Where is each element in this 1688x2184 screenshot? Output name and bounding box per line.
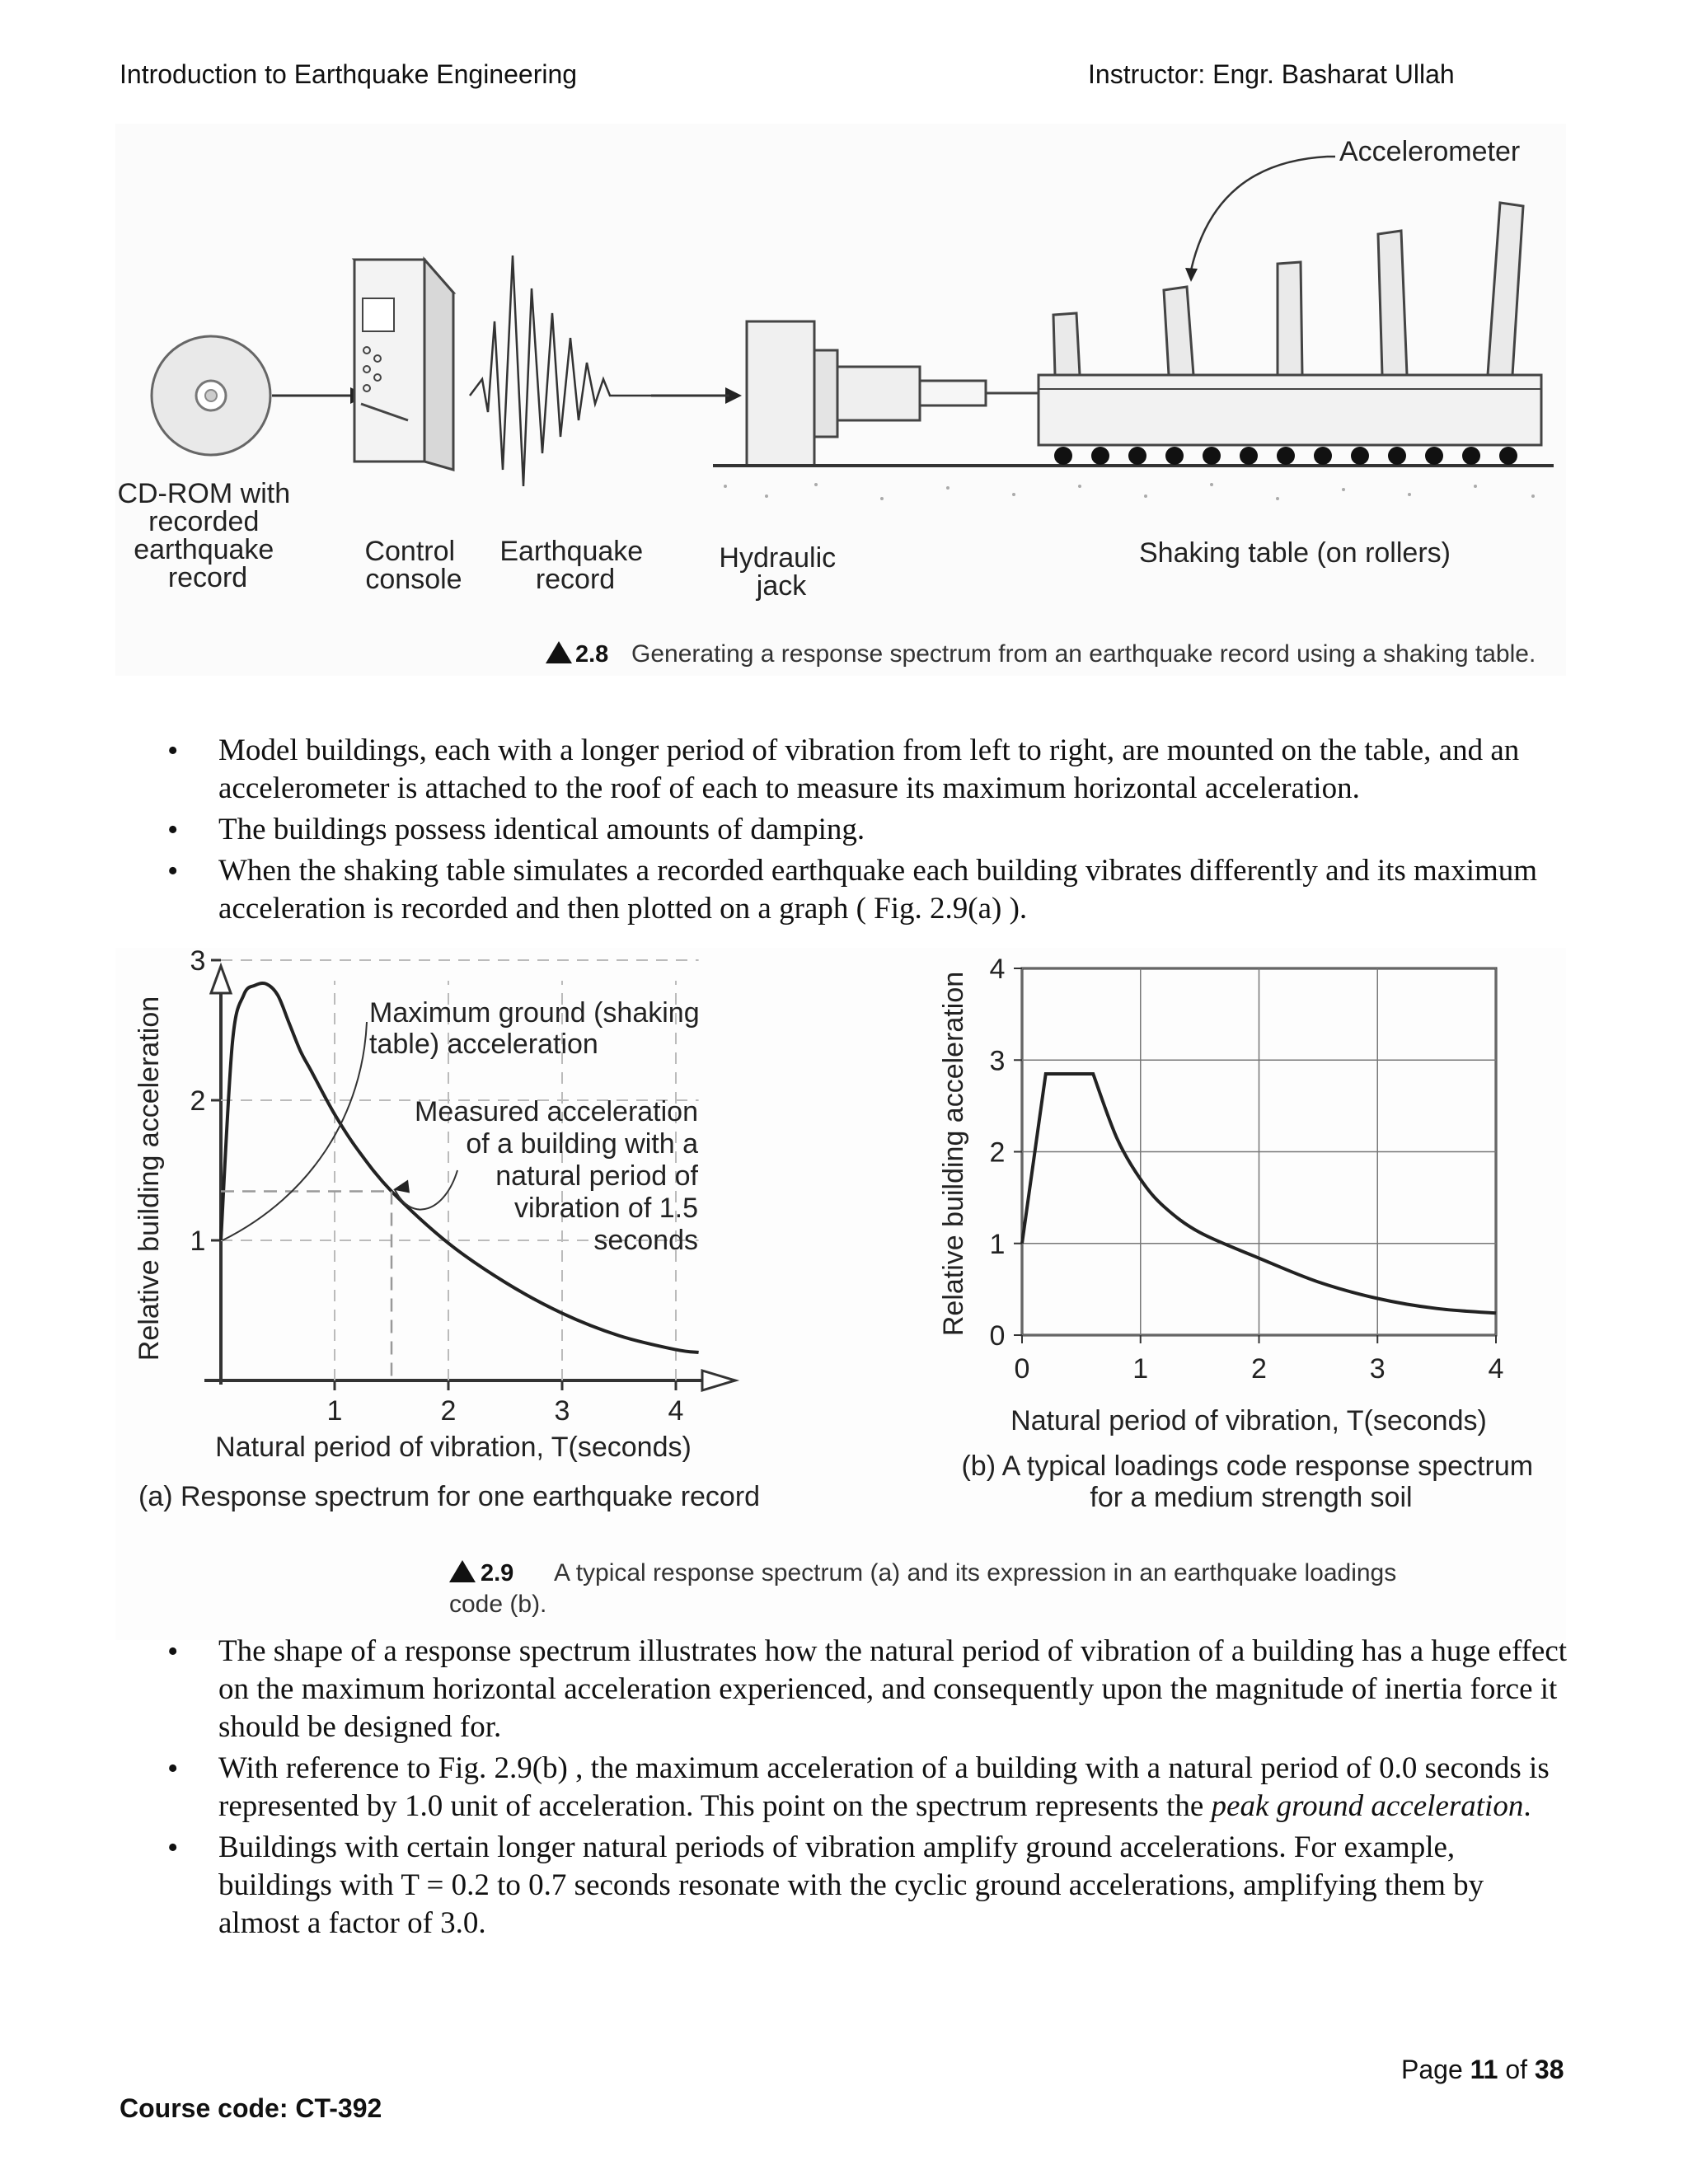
- chart-b-x-tick-label: 4: [1488, 1353, 1504, 1385]
- chart-a-y-tick-label: 3: [190, 948, 206, 977]
- bullet-list-top: [218, 732, 1570, 931]
- course-code: Course code: CT-392: [120, 2093, 382, 2123]
- chart-b-x-tick-label: 3: [1369, 1353, 1386, 1385]
- emphasis-peak-ground-acceleration: peak ground acceleration: [1211, 1789, 1524, 1823]
- chart-a-x-tick-label: 3: [554, 1395, 570, 1427]
- label-earthquake-record: Earthquake record: [499, 536, 644, 595]
- page-number: Page 11 of 38: [1401, 2055, 1564, 2084]
- control-console-icon: [354, 260, 453, 470]
- figure-2-9-number: 2.9: [481, 1560, 514, 1586]
- chart-a-x-tick-label: 4: [668, 1395, 684, 1427]
- header-course-title: Introduction to Earthquake Engineering: [120, 59, 578, 89]
- label-hydraulic-jack: Hydraulic jack: [719, 542, 837, 602]
- header-instructor: Instructor: Engr. Basharat Ullah: [1088, 59, 1455, 89]
- chart-a-annotation-max-ground: Maximum ground (shaking table) acceleration: [369, 997, 700, 1060]
- label-shaking-table: Shaking table (on rollers): [1139, 537, 1451, 569]
- label-control-console: Control console: [364, 536, 462, 595]
- chart-a-x-tick-label: 1: [326, 1395, 343, 1427]
- chart-a-x-tick-label: 2: [440, 1395, 457, 1427]
- label-cdrom: CD-ROM with recorded earthquake record: [117, 478, 291, 593]
- list-item: • When the shaking table simulates a recorded earthquake each building vibrates differently and its maximum acceleration is recorded and then plotted on a graph ( Fig. 2.9(a) ).: [218, 852, 1570, 928]
- bullet-list-bottom: [218, 1633, 1570, 1946]
- label-accelerometer: Accelerometer: [1339, 136, 1521, 167]
- chart-a-title: (a) Response spectrum for one earthquake record: [138, 1481, 761, 1512]
- chart-b-x-tick-label: 1: [1132, 1353, 1149, 1385]
- list-item: • The shape of a response spectrum illustrates how the natural period of vibration of a building has a huge effect on the maximum horizontal acceleration experienced, and consequently upon the magnitude of inertia force it should be designed for.: [218, 1633, 1570, 1746]
- chart-b-y-tick-label: 2: [989, 1137, 1006, 1169]
- chart-a-y-tick-label: 1: [190, 1226, 206, 1257]
- list-item-text: With reference to Fig. 2.9(b) , the maximum acceleration of a building with a natural period of 0.0 seconds is represented by 1.0 unit of acceleration. This point on the spectrum represents the: [218, 1751, 1550, 1823]
- chart-b-x-tick-label: 2: [1251, 1353, 1267, 1385]
- chart-a-annotation-measured: Measured acceleration of a building with a natural period of vibration of 1.5 seconds: [415, 1096, 698, 1256]
- chart-a-xlabel: Natural period of vibration, T(seconds): [215, 1432, 692, 1463]
- list-item: • Model buildings, each with a longer period of vibration from left to right, are mounted on the table, and an accelerometer is attached to the roof of each to measure its maximum horizontal acceleration.: [218, 732, 1570, 808]
- chart-a-y-tick-label: 2: [190, 1085, 206, 1117]
- chart-b-x-tick-label: 0: [1014, 1353, 1030, 1385]
- list-item: • The buildings possess identical amounts of damping.: [218, 811, 1570, 849]
- chart-b-y-tick-label: 1: [989, 1228, 1006, 1260]
- chart-b-y-tick-label: 0: [989, 1320, 1006, 1352]
- figure-2-9-response-spectra: [115, 948, 1566, 1640]
- chart-b-title: (b) A typical loadings code response spectrum for a medium strength soil: [961, 1451, 1534, 1513]
- chart-a-ylabel: Relative building acceleration: [134, 996, 165, 1361]
- list-item: [218, 1750, 1570, 1825]
- figure-2-8-shaking-table: [115, 124, 1566, 676]
- figure-2-8-caption: Generating a response spectrum from an earthquake record using a shaking table.: [631, 640, 1536, 668]
- figure-2-9-caption: A typical response spectrum (a) and its expression in an earthquake loadings code (b).: [449, 1559, 1397, 1618]
- chart-b-y-tick-label: 4: [989, 954, 1006, 985]
- cd-rom-icon: [152, 336, 270, 455]
- figure-2-8-number: 2.8: [575, 641, 609, 668]
- chart-b-xlabel: Natural period of vibration, T(seconds): [1010, 1405, 1487, 1436]
- chart-b-y-tick-label: 3: [989, 1045, 1006, 1077]
- chart-b-ylabel: Relative building acceleration: [938, 971, 969, 1337]
- list-item: • Buildings with certain longer natural periods of vibration amplify ground accelerations. For example, buildings with T = 0.2 to 0.7 seconds resonate with the cyclic ground accelerations, amplifying them by almost a factor of 3.0.: [218, 1829, 1570, 1943]
- list-item-text-end: .: [1523, 1789, 1531, 1823]
